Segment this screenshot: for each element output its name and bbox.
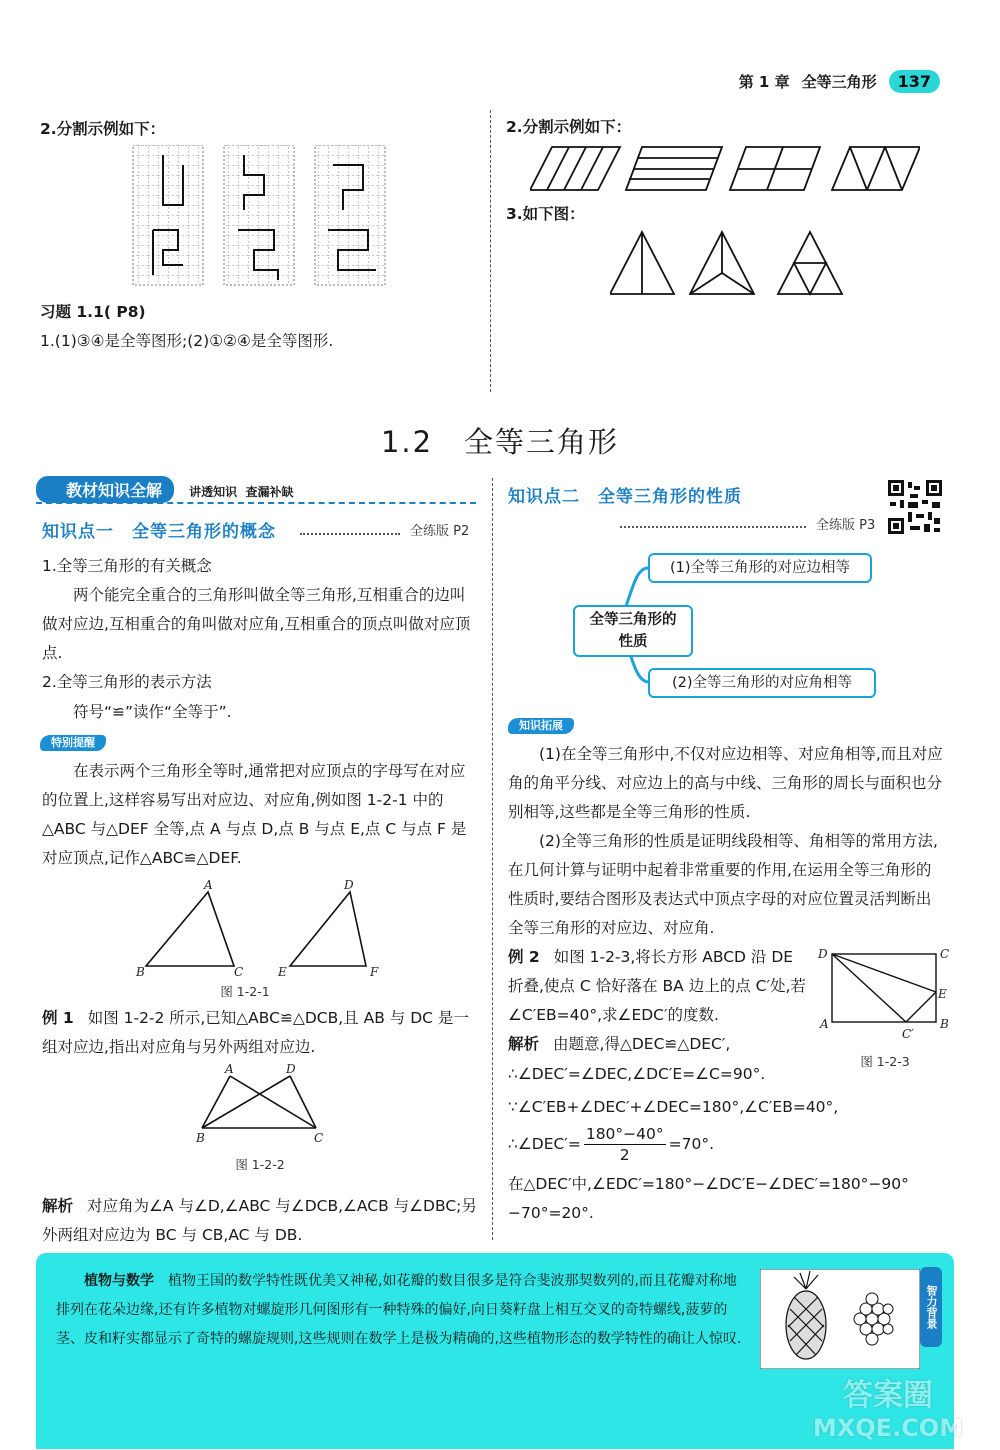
- solution-1: [42, 1192, 478, 1250]
- kp2-title: 知识点二 全等三角形的性质: [508, 487, 742, 507]
- kp1-paragraph-1: 两个能完全重合的三角形叫做全等三角形,互相重合的边叫做对应边,互相重合的角叫做对应角,互相重合的顶点叫做对应顶点.: [42, 586, 471, 662]
- solution-2-line-2: ∴∠DEC′=∠DEC,∠DC′E=∠C=90°.: [508, 1065, 766, 1083]
- mindmap-branch-1: (1)全等三角形的对应边相等: [648, 553, 872, 583]
- special-tip-text: 在表示两个三角形全等时,通常把对应顶点的字母写在对应的位置上,这样容易写出对应边、对应角,例如图 1-2-1 中的△ABC 与△DEF 全等,点 A 与点 D,点 B 与点 E,点 C 与点 F 是对应顶点,记作△ABC≌△DEF.: [42, 762, 467, 867]
- fig-1-2-2-caption: 图 1-2-2: [235, 1157, 285, 1172]
- knowledge-extension-2: (2)全等三角形的性质是证明线段相等、角相等的常用方法,在几何计算与证明中起着非常重要的作用,在运用全等三角形的性质时,要结合图形及表达式中顶点字母的对应位置灵活判断出全等三角形的对应边、对应角.: [508, 832, 938, 937]
- svg-text:C: C: [314, 1131, 324, 1145]
- svg-text:C: C: [940, 947, 950, 961]
- figure-1-2-1: [130, 878, 390, 978]
- parallelogram-partitions: [530, 144, 920, 194]
- kp1-paragraph-2: 符号“≌”读作“全等于”.: [73, 703, 232, 721]
- knowledge-extension-label: 知识拓展: [508, 718, 574, 734]
- svg-text:E: E: [938, 987, 947, 1001]
- example-2-text: 如图 1-2-3,将长方形 ABCD 沿 DE 折叠,使点 C 恰好落在 BA 边上的点 C′处,若∠C′EB=40°,求∠EDC′的度数.: [508, 948, 806, 1024]
- kp1-ref: 全练版 P2: [410, 524, 470, 539]
- top-left-item2: 2.分割示例如下：: [40, 120, 166, 138]
- solution-2-line-5: 在△DEC′中,∠EDC′=180°−∠DC′E−∠DEC′=180°−90°−70°=20°.: [508, 1175, 909, 1222]
- example-1-label: 例 1: [42, 1009, 74, 1027]
- fraction-numerator: 180°−40°: [585, 1125, 664, 1143]
- watermark-url: MXQE.COM: [812, 1414, 964, 1442]
- mindmap-center-text: 全等三角形的性质: [589, 612, 677, 650]
- grid-2: [224, 145, 294, 285]
- knowledge-banner: [36, 476, 476, 504]
- vertex-b: B: [136, 965, 145, 978]
- svg-text:D: D: [818, 947, 828, 961]
- footer-title: 植物与数学: [84, 1273, 154, 1289]
- kp1-heading-1: 1.全等三角形的有关概念: [42, 557, 212, 575]
- solution-2-text-4b: =70°.: [668, 1135, 715, 1153]
- column-divider-top: [490, 110, 491, 392]
- triangle-partitions: [610, 230, 850, 296]
- page-header: [739, 66, 940, 96]
- mindmap-center: [573, 605, 693, 657]
- solution-1-text: 对应角为∠A 与∠D,∠ABC 与∠DCB,∠ACB 与∠DBC;另外两组对应边为 BC 与 CB,AC 与 DB.: [42, 1197, 477, 1244]
- fig-1-2-3-caption: 图 1-2-3: [860, 1054, 910, 1069]
- solution-2-label: 解析: [508, 1035, 540, 1053]
- figure-1-2-3: [816, 944, 956, 1040]
- fraction: [584, 1124, 666, 1165]
- page-number: 137: [889, 70, 940, 93]
- svg-text:B: B: [196, 1131, 205, 1145]
- vertex-c: C: [234, 965, 244, 978]
- kp1-title: 知识点一 全等三角形的概念: [42, 522, 276, 542]
- pineapple-image: [760, 1269, 920, 1369]
- qr-code[interactable]: [886, 478, 944, 536]
- grid-partition-figure: [128, 145, 390, 287]
- section-title: 1.2 全等三角形: [380, 425, 620, 459]
- svg-text:A: A: [225, 1064, 234, 1076]
- grid-3: [315, 145, 385, 285]
- top-right-item3: 3.如下图：: [506, 205, 585, 223]
- side-tag-text: 智力背景: [925, 1285, 938, 1329]
- example-2: [508, 943, 808, 1030]
- solution-1-label: 解析: [42, 1197, 74, 1215]
- watermark: [808, 1370, 968, 1442]
- exercise-title: 习题 1.1( P8): [40, 303, 146, 321]
- vertex-a: A: [204, 878, 213, 892]
- watermark-logo: 答案圈: [843, 1378, 933, 1413]
- special-tip-label: 特别提醒: [40, 735, 106, 751]
- knowledge-extension-1: (1)在全等三角形中,不仅对应边相等、对应角相等,而且对应角的角平分线、对应边上的高与中线、三角形的周长与面积也分别相等,这些都是全等三角形的性质.: [508, 745, 943, 821]
- solution-2-text-1: 由题意,得△DEC≌△DEC′,: [553, 1035, 731, 1053]
- footer-body: 植物王国的数学特性既优美又神秘,如花瓣的数目很多是符合斐波那契数列的,而且花瓣对称地排列在花朵边缘,还有许多植物对螺旋形几何图形有一种特殊的偏好,向日葵籽盘上相互交叉的奇特螺线,菠萝的茎、皮和籽实都显示了奇特的螺旋规则,这些规则在数学上是极为精确的,这些植物形态的数学特性的确让人惊叹.: [56, 1273, 742, 1347]
- solution-2-line-1: [508, 1030, 730, 1059]
- solution-2-line-4: [508, 1124, 714, 1165]
- example-1: [42, 1004, 478, 1062]
- column-divider-bottom: [492, 478, 493, 1240]
- svg-text:C′: C′: [902, 1027, 914, 1040]
- vertex-e: E: [278, 965, 287, 978]
- svg-text:B: B: [940, 1017, 949, 1031]
- svg-text:A: A: [820, 1017, 829, 1031]
- exercise-answer-1: 1.(1)③④是全等图形;(2)①②④是全等图形.: [40, 332, 334, 350]
- fraction-denominator: 2: [619, 1146, 630, 1164]
- top-right-item2: 2.分割示例如下：: [506, 118, 632, 136]
- figure-1-2-2: [190, 1064, 330, 1148]
- chapter-title: 全等三角形: [801, 72, 877, 91]
- example-2-label: 例 2: [508, 948, 540, 966]
- banner-label: 教材知识全解: [36, 476, 174, 503]
- kp1-dotted-rule: [300, 533, 400, 535]
- example-1-text: 如图 1-2-2 所示,已知△ABC≌△DCB,且 AB 与 DC 是一组对应边,指出对应角与另外两组对应边.: [42, 1009, 469, 1056]
- kp2-ref: 全练版 P3: [816, 518, 876, 533]
- solution-2-line-3: ∵∠C′EB+∠DEC′+∠DEC=180°,∠C′EB=40°,: [508, 1098, 839, 1116]
- svg-text:D: D: [286, 1064, 296, 1076]
- footer-text: [56, 1267, 746, 1354]
- side-tag: [920, 1267, 942, 1347]
- fig-1-2-1-caption: 图 1-2-1: [220, 984, 270, 999]
- kp1-heading-2: 2.全等三角形的表示方法: [42, 673, 212, 691]
- grid-1: [133, 145, 203, 285]
- solution-2-text-4a: ∴∠DEC′=: [508, 1135, 581, 1153]
- banner-subtitle: 讲透知识 查漏补缺: [189, 485, 294, 499]
- kp2-dotted-rule: [620, 526, 806, 528]
- mindmap-branch-2: (2)全等三角形的对应角相等: [648, 668, 876, 698]
- chapter-label: 第 1 章: [738, 72, 790, 91]
- vertex-f: F: [370, 965, 379, 978]
- vertex-d: D: [344, 878, 354, 892]
